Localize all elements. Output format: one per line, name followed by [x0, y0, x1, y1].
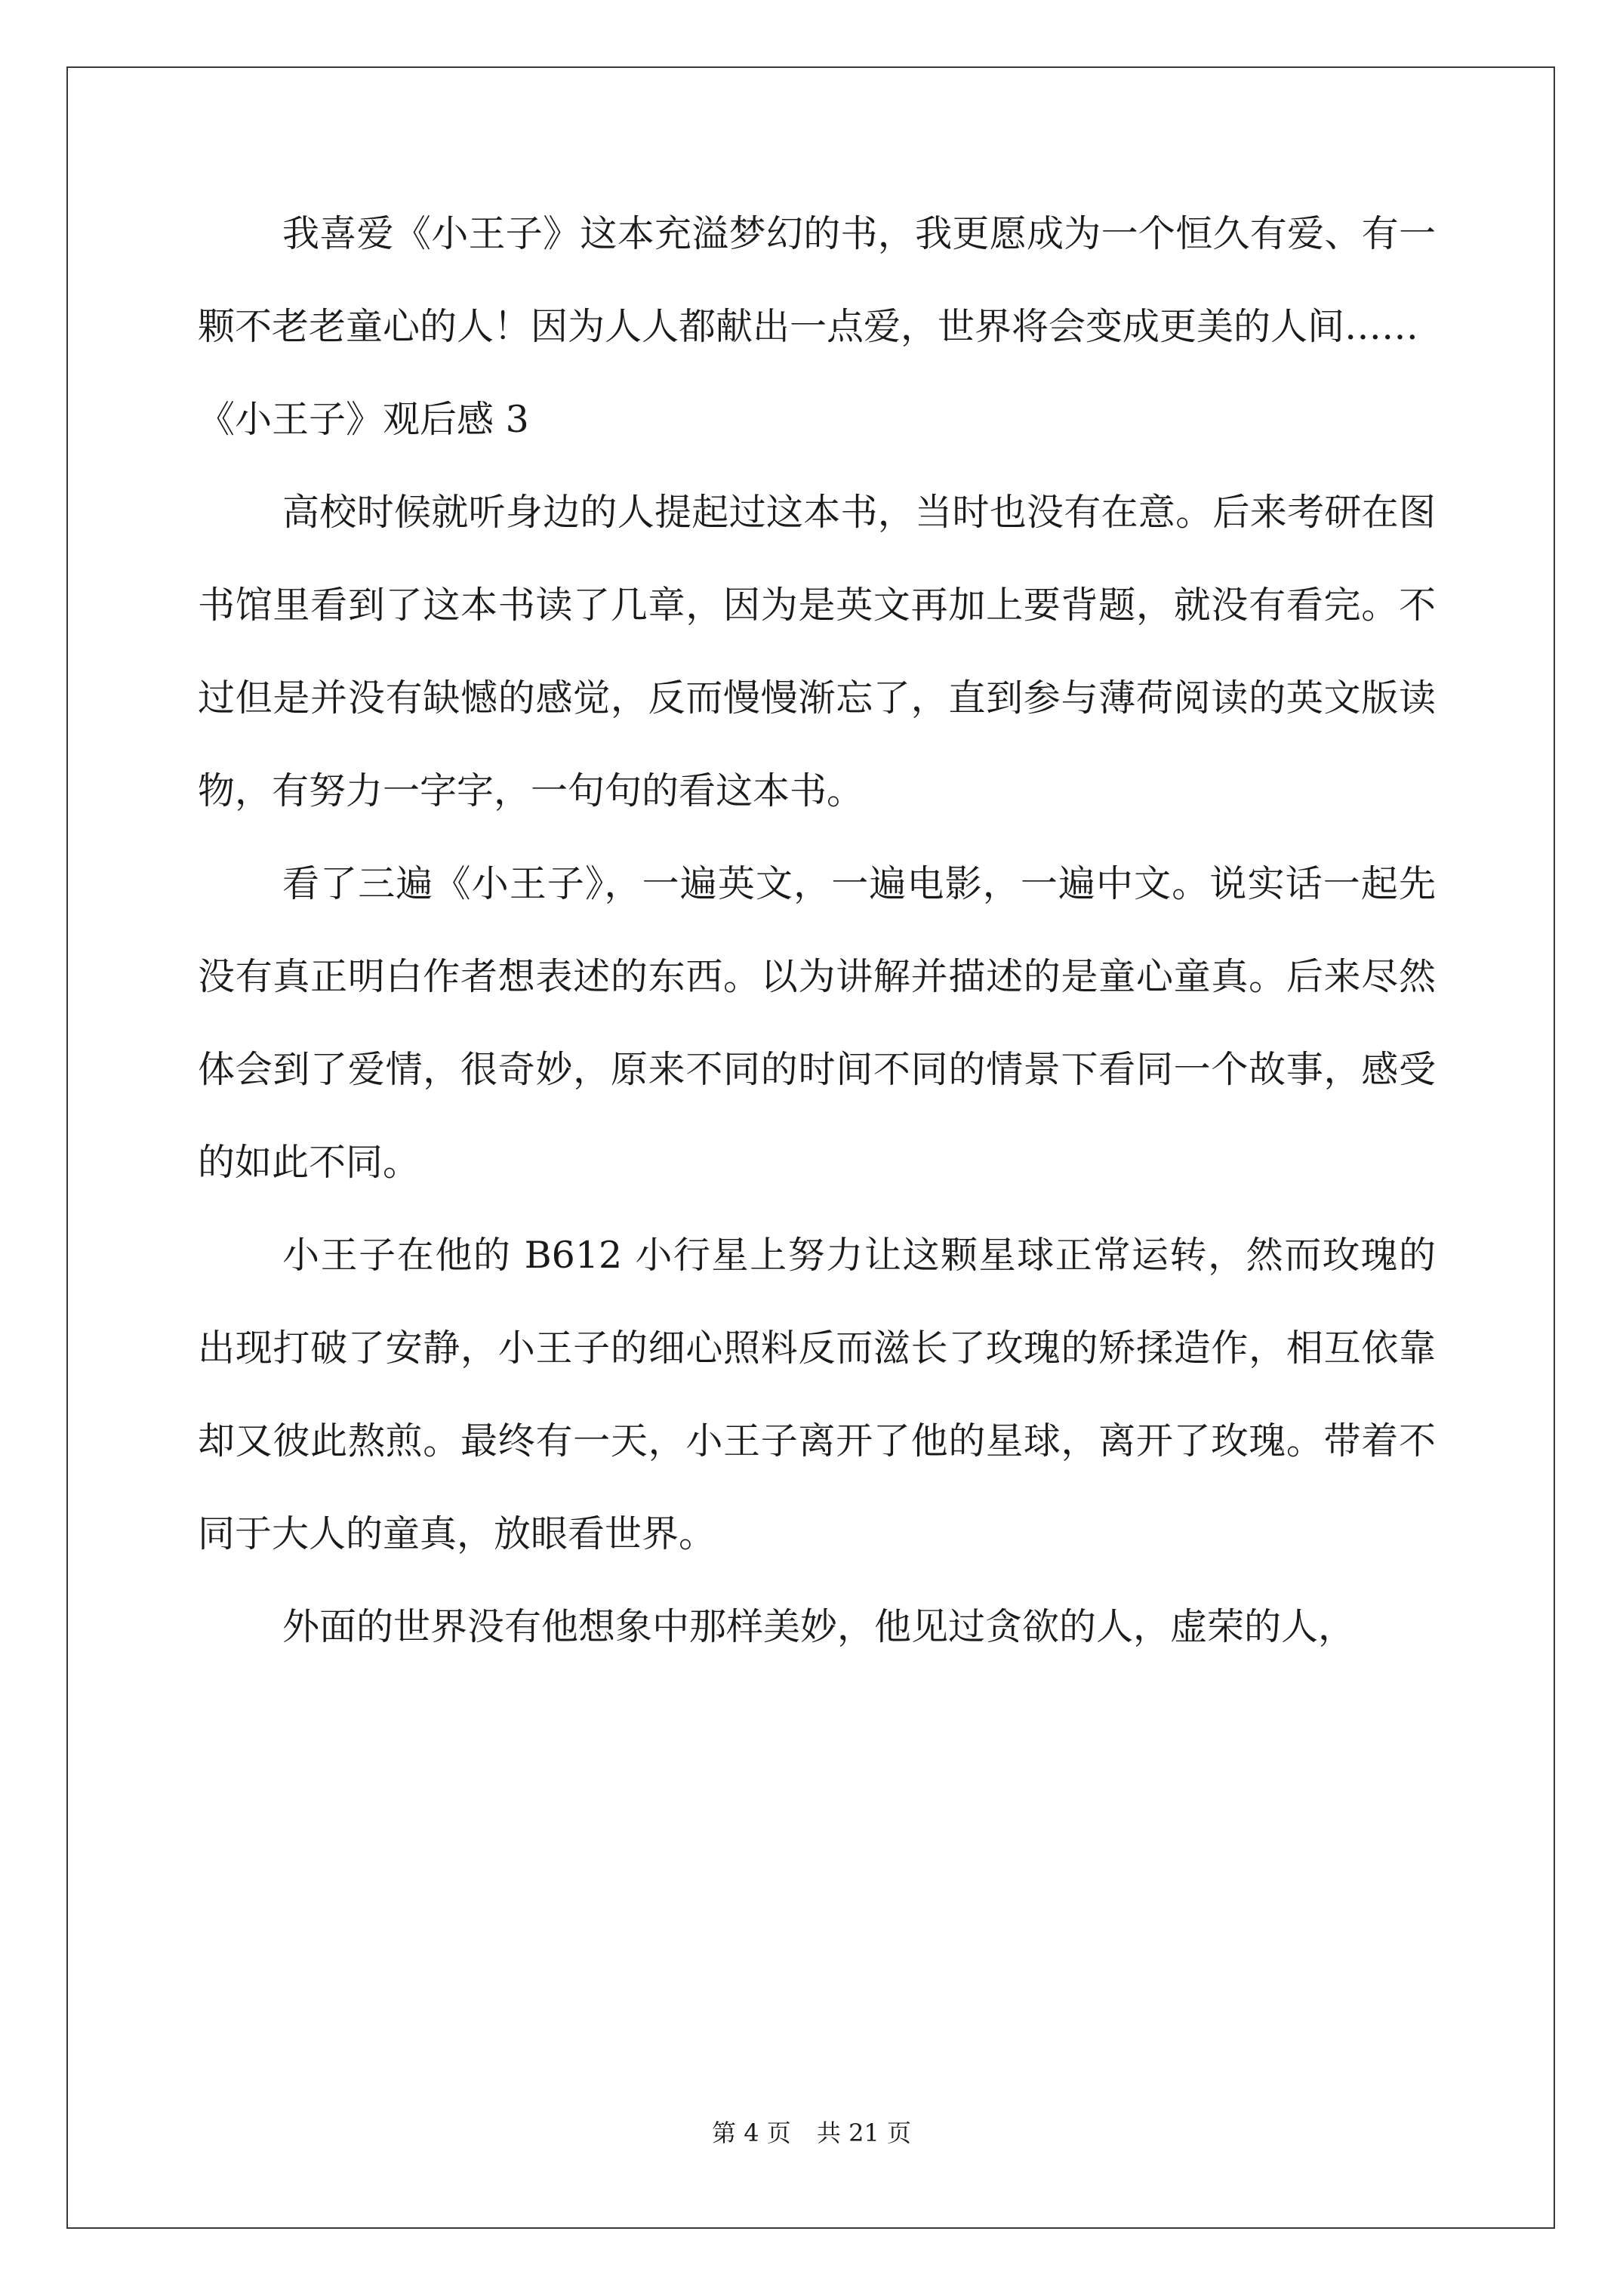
paragraph-3: 看了三遍《小王子》，一遍英文，一遍电影，一遍中文。说实话一起先没有真正明白作者想表述的东西。以为讲解并描述的是童心童真。后来尽然体会到了爱情，很奇妙，原来不同的时间不同的情景下看同一个故事，感受的如此不同。 — [198, 862, 1436, 1184]
document-body — [198, 187, 1436, 1673]
page-footer — [0, 2114, 1623, 2149]
paragraph-4: 小王子在他的 B612 小行星上努力让这颗星球正常运转，然而玫瑰的出现打破了安静，小王子的细心照料反而滋长了玫瑰的矫揉造作，相互依靠却又彼此熬煎。最终有一天，小王子离开了他的星球，离开了玫瑰。带着不同于大人的童真，放眼看世界。 — [198, 1234, 1436, 1555]
page-total: 共 21 页 — [816, 2119, 911, 2147]
paragraph-2: 高校时候就听身边的人提起过这本书，当时也没有在意。后来考研在图书馆里看到了这本书读了几章，因为是英文再加上要背题，就没有看完。不过但是并没有缺憾的感觉，反而慢慢渐忘了，直到参与薄荷阅读的英文版读物，有努力一字字，一句句的看这本书。 — [198, 491, 1436, 812]
paragraph-5: 外面的世界没有他想象中那样美妙，他见过贪欲的人，虚荣的人， — [282, 1605, 1356, 1648]
page-number: 第 4 页 — [712, 2119, 791, 2147]
paragraph-1: 我喜爱《小王子》这本充溢梦幻的书，我更愿成为一个恒久有爱、有一颗不老老童心的人！因为人人都献出一点爱，世界将会变成更美的人间…… — [198, 212, 1436, 348]
section-heading: 《小王子》观后感 3 — [198, 398, 529, 441]
